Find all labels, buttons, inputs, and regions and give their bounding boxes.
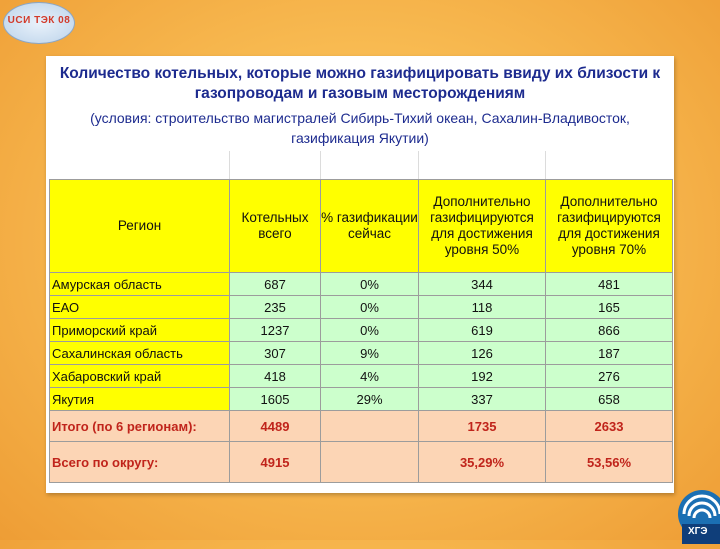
region-cell: Сахалинская область xyxy=(50,342,230,365)
boilers-cell: 307 xyxy=(230,342,321,365)
add50-cell: 619 xyxy=(419,319,546,342)
region-cell: Хабаровский край xyxy=(50,365,230,388)
total-add70: 2633 xyxy=(546,411,673,442)
table-row xyxy=(50,273,673,296)
add50-cell: 126 xyxy=(419,342,546,365)
add70-cell: 276 xyxy=(546,365,673,388)
total-add50: 1735 xyxy=(419,411,546,442)
add70-cell: 866 xyxy=(546,319,673,342)
region-cell: Приморский край xyxy=(50,319,230,342)
boilers-cell: 687 xyxy=(230,273,321,296)
district-add50: 35,29% xyxy=(419,442,546,483)
total-label: Итого (по 6 регионам): xyxy=(50,411,230,442)
add50-cell: 344 xyxy=(419,273,546,296)
add50-cell: 118 xyxy=(419,296,546,319)
total-gasified xyxy=(321,411,419,442)
gasified-cell: 0% xyxy=(321,273,419,296)
header-additional-70: Дополнительно газифицируются для достижения уровня 70% xyxy=(546,180,673,273)
district-add70: 53,56% xyxy=(546,442,673,483)
region-cell: ЕАО xyxy=(50,296,230,319)
header-gasification-now: % газификации сейчас xyxy=(321,180,419,273)
add70-cell: 165 xyxy=(546,296,673,319)
table-row xyxy=(50,319,673,342)
slide-title: Количество котельных, которые можно газифицировать ввиду их близости к газопроводам и газовым месторождениям xyxy=(59,65,661,102)
gasification-table xyxy=(49,179,673,483)
boilers-cell: 418 xyxy=(230,365,321,388)
gasified-cell: 0% xyxy=(321,319,419,342)
corner-logo-text: ХГЭ xyxy=(688,526,708,537)
table-row xyxy=(50,365,673,388)
district-label: Всего по округу: xyxy=(50,442,230,483)
gasified-cell: 0% xyxy=(321,296,419,319)
corner-logo xyxy=(674,488,720,544)
slide-subtitle: (условия: строительство магистралей Сибирь-Тихий океан, Сахалин-Владивосток, газификация Якутии) xyxy=(90,110,630,146)
organization-logo xyxy=(3,2,75,44)
header-additional-50: Дополнительно газифицируются для достижения уровня 50% xyxy=(419,180,546,273)
table-row xyxy=(50,296,673,319)
total-row xyxy=(50,411,673,442)
gasified-cell: 4% xyxy=(321,365,419,388)
gasified-cell: 29% xyxy=(321,388,419,411)
region-cell: Якутия xyxy=(50,388,230,411)
logo-text: UCИ ТЭК 08 xyxy=(7,15,71,26)
table-row xyxy=(50,388,673,411)
boilers-cell: 235 xyxy=(230,296,321,319)
add50-cell: 337 xyxy=(419,388,546,411)
slide-sheet xyxy=(46,56,674,493)
district-boilers: 4915 xyxy=(230,442,321,483)
header-boilers-total: Котельных всего xyxy=(230,180,321,273)
total-boilers: 4489 xyxy=(230,411,321,442)
gasified-cell: 9% xyxy=(321,342,419,365)
region-cell: Амурская область xyxy=(50,273,230,296)
boilers-cell: 1605 xyxy=(230,388,321,411)
header-region: Регион xyxy=(50,180,230,273)
add70-cell: 187 xyxy=(546,342,673,365)
boilers-cell: 1237 xyxy=(230,319,321,342)
district-total-row xyxy=(50,442,673,483)
table-header-row xyxy=(50,180,673,273)
add70-cell: 481 xyxy=(546,273,673,296)
add50-cell: 192 xyxy=(419,365,546,388)
table-row xyxy=(50,342,673,365)
district-gasified xyxy=(321,442,419,483)
empty-grid-lines xyxy=(46,151,674,179)
add70-cell: 658 xyxy=(546,388,673,411)
